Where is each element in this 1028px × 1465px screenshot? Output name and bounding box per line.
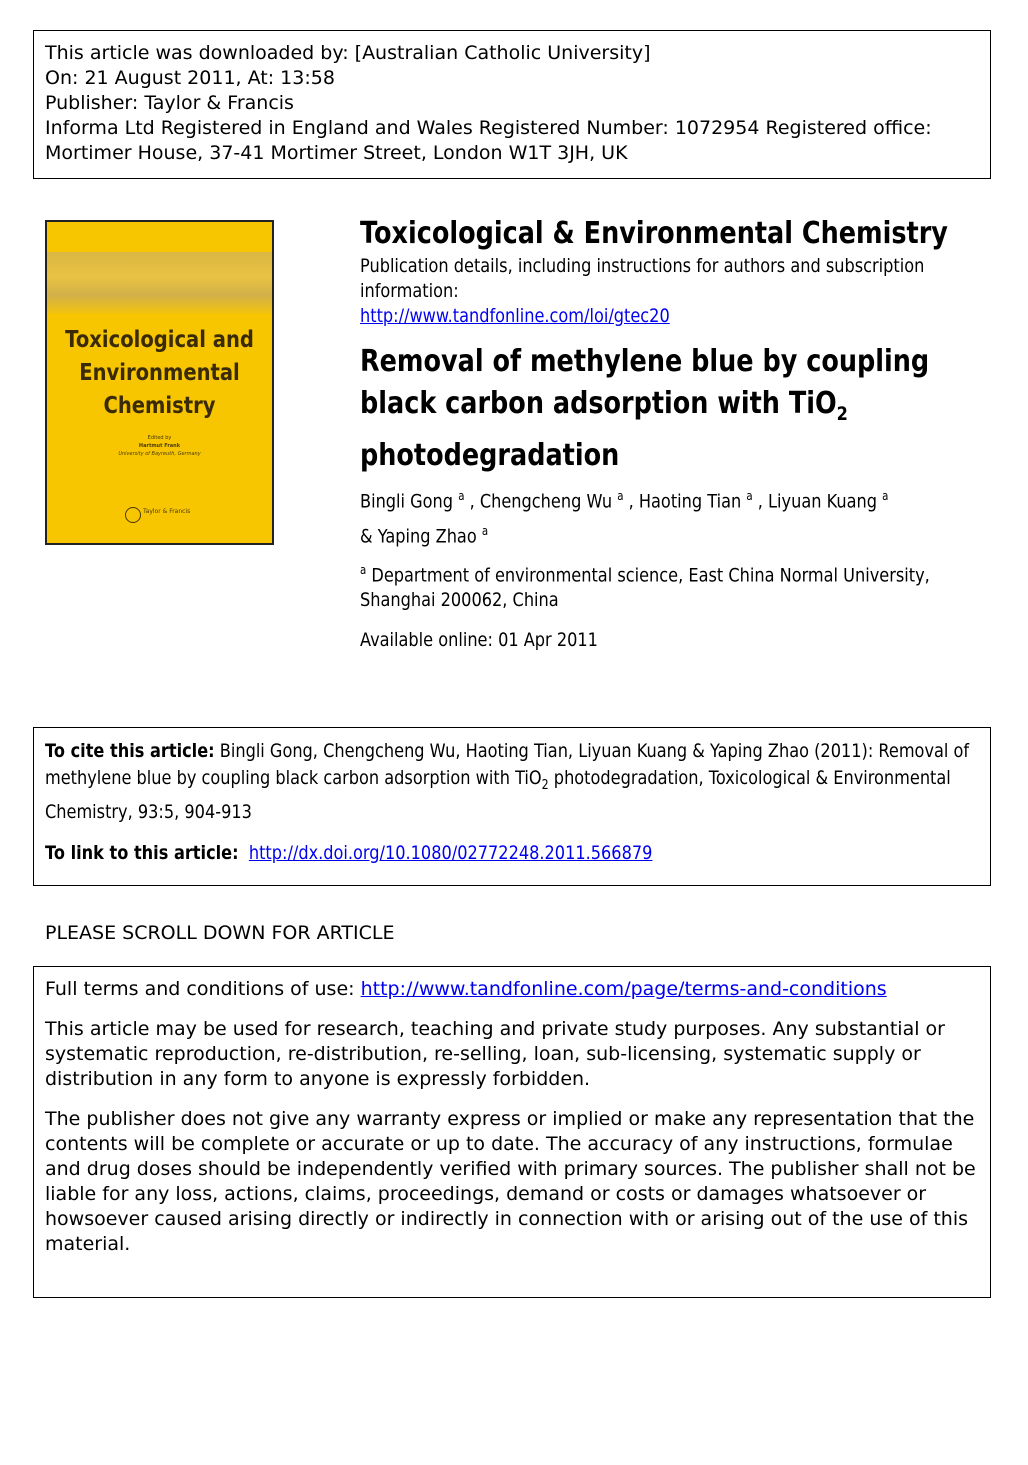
citation-box	[33, 727, 991, 886]
scroll-notice: PLEASE SCROLL DOWN FOR ARTICLE	[45, 922, 395, 944]
affiliation: $^a$ Department of environmental science, East China Normal University, Shanghai 200062, China	[360, 562, 930, 611]
cover-clouds	[47, 252, 272, 314]
terms-box	[33, 966, 991, 1298]
terms-link[interactable]: http://www.tandfonline.com/page/terms-and-conditions	[360, 978, 887, 1000]
disclaimer: The publisher does not give any warranty express or implied or make any representation that the contents will be complete or accurate or up to date. The accuracy of any instructions, formulae and drug doses should be independently verified with primary sources. The publisher shall not be liable for any loss, actions, claims, proceedings, demand or costs or damages whatsoever or howsoever caused arising directly or indirectly in connection with or arising out of the use of this material.	[45, 1108, 976, 1255]
citation-text: To cite this article: Bingli Gong, Chengcheng Wu, Haoting Tian, Liyuan Kuang & Yaping Zhao (2011): Removal of methylene blue by coupling black carbon adsorption with TiO$_2$ photodegradation, Toxicological & Environmental Chemistry, 93:5, 904-913	[45, 740, 970, 823]
journal-cover-image	[45, 220, 274, 545]
registration-line: Informa Ltd Registered in England and Wales Registered Number: 1072954 Registered office: Mortimer House, 37-41 Mortimer Street, London W1T 3JH, UK	[45, 117, 932, 164]
download-date-line: On: 21 August 2011, At: 13:58	[45, 67, 335, 89]
publisher-line: Publisher: Taylor & Francis	[45, 92, 294, 114]
cover-publisher: Taylor & Francis	[143, 508, 191, 515]
cover-title: Toxicological and Environmental Chemistry	[65, 327, 254, 419]
available-online: Available online: 01 Apr 2011	[360, 628, 598, 651]
publisher-logo-icon	[125, 507, 141, 523]
article-info	[360, 214, 993, 651]
publication-details: Publication details, including instructions for authors and subscription information:	[360, 255, 925, 302]
download-info-line: This article was downloaded by: [Australian Catholic University]	[45, 42, 651, 64]
link-label: To link to this article:	[45, 841, 239, 864]
usage-terms: This article may be used for research, teaching and private study purposes. Any substantial or systematic reproduction, re-distribution, re-selling, loan, sub-licensing, systematic supply or distribution in any form to anyone is expressly forbidden.	[45, 1018, 945, 1090]
journal-link[interactable]: http://www.tandfonline.com/loi/gtec20	[360, 305, 670, 327]
article-title: Removal of methylene blue by coupling black carbon adsorption with TiO$_2$ photodegradation	[360, 344, 930, 473]
author-list: Bingli Gong $^a$ , Chengcheng Wu $^a$ , Haoting Tian $^a$ , Liyuan Kuang $^a$ & Yaping Zhao $^a$	[360, 489, 889, 548]
journal-title: Toxicological & Environmental Chemistry	[360, 216, 948, 251]
cover-editor: Edited by Hartmut Frank University of Bayreuth, Germany	[118, 435, 201, 457]
doi-link[interactable]: http://dx.doi.org/10.1080/02772248.2011.566879	[248, 841, 653, 864]
terms-intro: Full terms and conditions of use:	[45, 978, 355, 1000]
download-info-box	[33, 30, 991, 179]
